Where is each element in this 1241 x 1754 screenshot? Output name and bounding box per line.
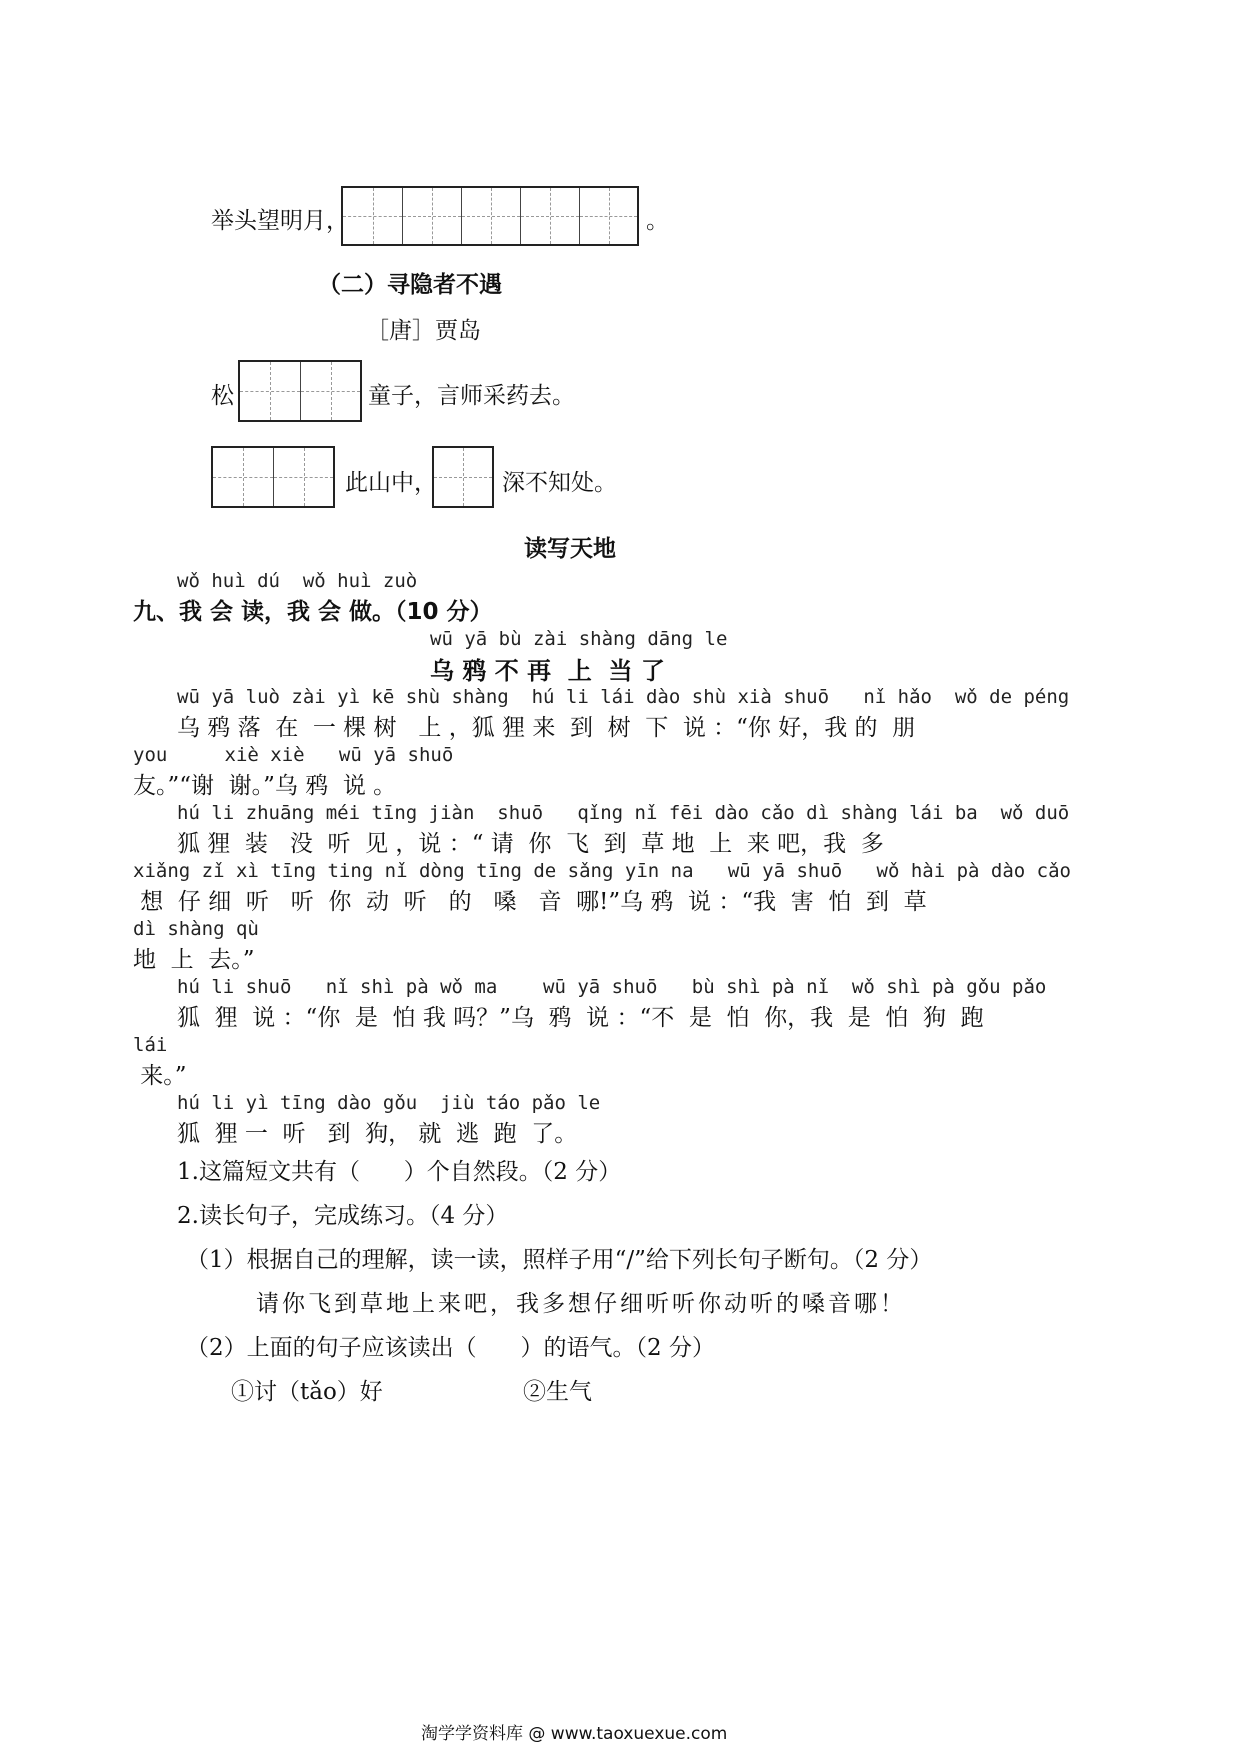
story-line-text: 地 上 去。” xyxy=(133,947,255,973)
question-1: 1.这篇短文共有（ ）个自然段。（2 分） xyxy=(177,1159,622,1185)
story-line-text: 想 仔 细 听 听 你 动 听 的 嗓 音 哪!”乌 鸦 说 ：“我 害 怕 到 草 xyxy=(133,889,927,915)
question-2-2: （2）上面的句子应该读出（ ）的语气。（2 分） xyxy=(186,1335,715,1361)
story-line-text: 狐 狸 说 ：“你 是 怕 我 吗？”乌 鸦 说 ：“不 是 怕 你，我 是 怕 狗 跑 xyxy=(177,1005,984,1031)
poem2-line2-suffix: 深不知处。 xyxy=(502,470,617,496)
option-a[interactable]: ①讨（tǎo）好 xyxy=(231,1379,383,1405)
story-line-pinyin: wū yā luò zài yì kē shù shàng hú li lái dào shù xià shuō nǐ hǎo wǒ de péng xyxy=(177,686,1070,708)
option-b[interactable]: ②生气 xyxy=(523,1379,592,1405)
story-title: 乌 鸦 不 再 上 当 了 xyxy=(430,657,665,685)
story-line-text: 乌 鸦 落 在 一 棵 树 上 ，狐 狸 来 到 树 下 说 ：“你 好，我 的 朋 xyxy=(177,715,916,741)
question9-title: 九、我 会 读，我 会 做。（10 分） xyxy=(133,599,493,625)
story-line-text: 友。”“谢 谢。”乌 鸦 说 。 xyxy=(133,773,397,799)
story-line-pinyin: you xiè xiè wū yā shuō xyxy=(133,744,454,766)
story-line-text: 来。” xyxy=(133,1063,187,1089)
section-title: 读写天地 xyxy=(524,536,616,562)
story-line-text: 狐 狸 一 听 到 狗， 就 逃 跑 了。 xyxy=(177,1121,578,1147)
story-line-pinyin: hú li yì tīng dào gǒu jiù táo pǎo le xyxy=(177,1092,601,1114)
story-line-text: 狐 狸 装 没 听 见 ，说 ：“ 请 你 飞 到 草 地 上 来 吧，我 多 xyxy=(177,831,884,857)
story-line-pinyin: lái xyxy=(133,1034,168,1056)
story-title-pinyin: wū yā bù zài shàng dāng le xyxy=(430,628,728,650)
poem2-title: （二）寻隐者不遇 xyxy=(318,272,502,298)
footer-watermark: 淘学学资料库 @ www.taoxuexue.com xyxy=(421,1724,728,1744)
question9-pinyin: wǒ huì dú wǒ huì zuò xyxy=(177,570,418,592)
story-line-pinyin: xiǎng zǐ xì tīng ting nǐ dòng tīng de sǎng yīn na wū yā shuō wǒ hài pà dào cǎo xyxy=(133,860,1071,882)
question-2-1-sentence: 请你飞到草地上来吧，我多想仔细听听你动听的嗓音哪！ xyxy=(256,1291,906,1317)
question-2: 2.读长句子，完成练习。（4 分） xyxy=(177,1203,509,1229)
poem2-line1-suffix: 童子，言师采药去。 xyxy=(368,383,575,409)
poem2-line2-mid: 此山中， xyxy=(345,470,437,496)
poem1-writing-grid[interactable] xyxy=(341,186,639,246)
poem1-line-suffix: 。 xyxy=(646,208,669,234)
story-line-pinyin: hú li zhuāng méi tīng jiàn shuō qǐng nǐ fēi dào cǎo dì shàng lái ba wǒ duō xyxy=(177,802,1070,824)
poem1-line-prefix: 举头望明月， xyxy=(211,208,349,234)
question-2-1: （1）根据自己的理解，读一读，照样子用“/”给下列长句子断句。（2 分） xyxy=(186,1247,933,1273)
story-line-pinyin: hú li shuō nǐ shì pà wǒ ma wū yā shuō bù shì pà nǐ wǒ shì pà gǒu pǎo xyxy=(177,976,1047,998)
poem2-author: ［唐］贾岛 xyxy=(366,318,481,344)
story-line-pinyin: dì shàng qù xyxy=(133,918,259,940)
poem2-line2-grid-a[interactable] xyxy=(211,446,335,508)
poem2-line1-prefix: 松 xyxy=(211,383,234,409)
poem2-line2-grid-b[interactable] xyxy=(432,446,494,508)
poem2-line1-grid[interactable] xyxy=(238,360,362,422)
